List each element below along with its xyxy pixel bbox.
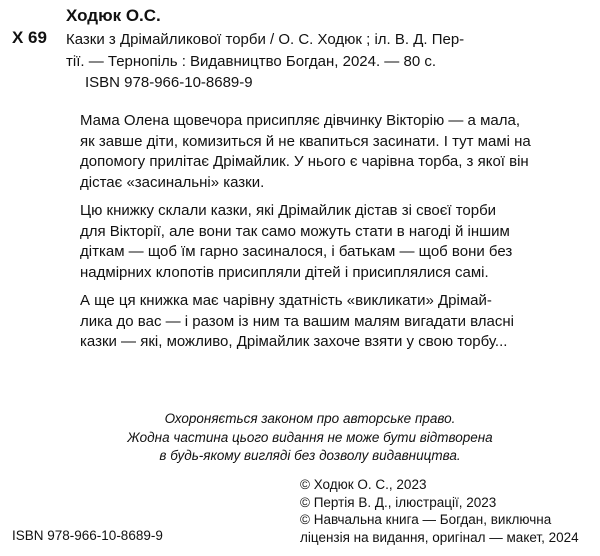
annotation-line: лика до вас — і разом із ним та вашим малям вигадати власні [80,312,514,330]
notice-line: в будь-якому вигляді без дозволу видавництва. [159,448,461,463]
bibliographic-line: тії. — Тернопіль : Видавництво Богдан, 2024. — 80 с. [66,53,436,70]
isbn-bottom: ISBN 978-966-10-8689-9 [12,528,163,543]
annotation [80,111,585,361]
annotation-line: діткам — щоб їм гарно засиналося, і батькам — щоб вони без [80,243,513,260]
annotation-paragraph [80,111,585,193]
notice-line: Жодна частина цього видання не може бути відтворена [127,429,493,445]
annotation-line: дістає «засинальні» казки. [80,173,265,191]
annotation-line: для Вікторії, але вони так само можуть стати в нагоді й іншим [80,222,510,240]
udc-code: Х 69 [12,28,47,47]
copyright-line: © Ходюк О. С., 2023 [300,477,427,492]
annotation-line: А ще ця книжка має чарівну здатність «викликати» Дрімай- [80,292,492,309]
annotation-line: допомогу прилітає Дрімайлик. У нього є чарівна торба, з якої він [80,153,529,170]
isbn-top: ISBN 978-966-10-8689-9 [85,74,253,91]
annotation-paragraph [80,291,585,353]
annotation-paragraph [80,201,585,283]
bibliographic-record [66,29,586,73]
copyright-list [300,476,579,546]
copyright-notice [100,410,520,466]
annotation-line: Цю книжку склали казки, які Дрімайлик дістав зі своєї торби [80,202,497,219]
annotation-line: як завше діти, комизиться й не квапиться засинати. І тут мамі на [80,132,531,150]
annotation-line: надмірних клопотів присипляли дітей і присиплялися самі. [80,263,489,281]
annotation-line: Мама Олена щовечора присипляє дівчинку Вікторію — а мала, [80,112,520,129]
annotation-line: казки — які, можливо, Дрімайлик захоче взяти у свою торбу... [80,333,508,350]
bibliographic-line: Казки з Дрімайликової торби / О. С. Ходюк ; іл. В. Д. Пер- [66,31,465,48]
copyright-line: © Пертія В. Д., ілюстрації, 2023 [300,494,497,510]
copyright-line: © Навчальна книга — Богдан, виключна [300,512,552,527]
copyright-line: ліцензія на видання, оригінал — макет, 2024 [300,529,579,545]
author-heading: Ходюк О.С. [66,6,161,25]
notice-line: Охороняється законом про авторське право. [164,411,456,426]
